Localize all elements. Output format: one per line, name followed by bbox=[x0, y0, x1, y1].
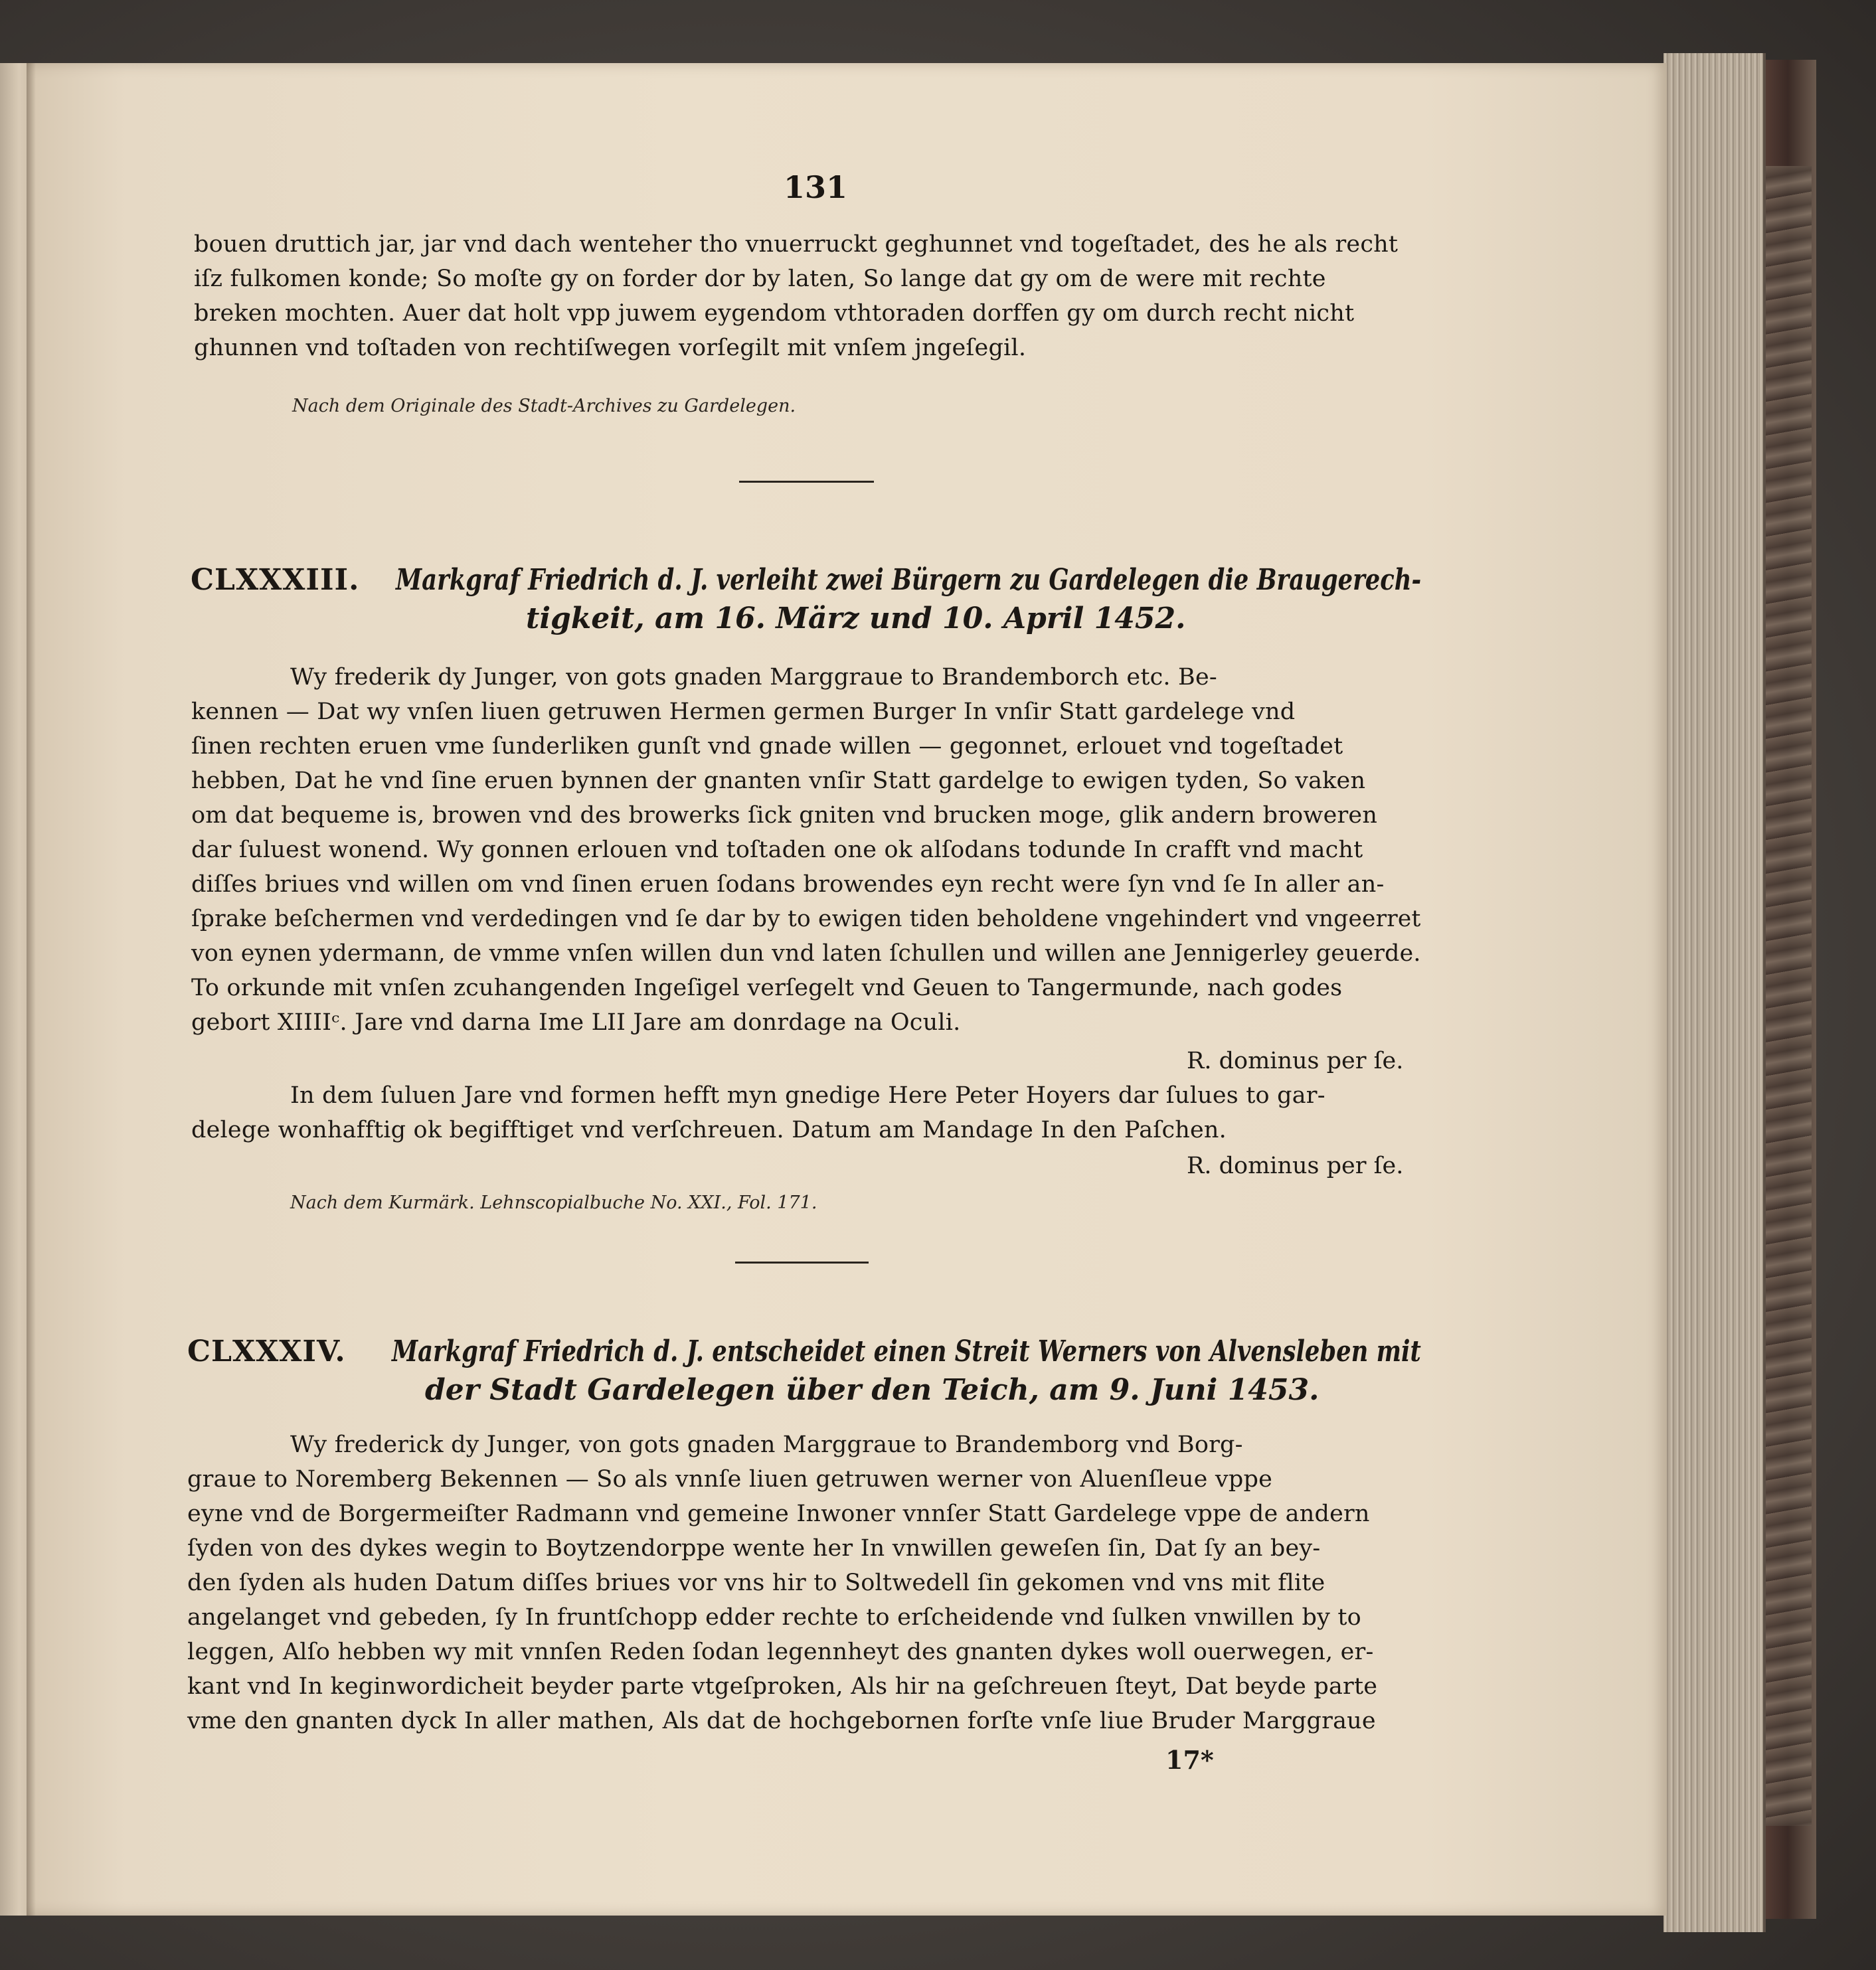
doc184-line-1: Wy frederick dy Junger, von gots gnaden Marggraue to Brandemborg vnd Borg- bbox=[290, 1432, 1243, 1458]
doc184-line-8: kant vnd In keginwordicheit beyder parte vtgeſproken, Als hir na geſchreuen ſteyt, Dat beyde parte bbox=[187, 1673, 1378, 1700]
signature-mark: 17* bbox=[1165, 1745, 1214, 1775]
doc184-line-3: eyne vnd de Borgermeiſter Radmann vnd gemeine Inwoner vnnſer Statt Gardelege vppe de andern bbox=[187, 1501, 1370, 1527]
section-divider-2 bbox=[735, 1262, 869, 1264]
page-number: 131 bbox=[784, 169, 848, 205]
doc183-line-1: Wy frederik dy Junger, von gots gnaden Marggraue to Brandemborch etc. Be- bbox=[290, 664, 1217, 691]
doc184-line-2: graue to Noremberg Bekennen — So als vnnſe liuen getruwen werner von Aluenſleue vppe bbox=[187, 1466, 1272, 1493]
document-184-title-line-1: Markgraf Friedrich d. J. entscheidet einen Streit Werners von Alvensleben mit bbox=[392, 1335, 1421, 1368]
doc184-line-6: angelanget vnd gebeden, ſy In fruntſchopp edder rechte to erſcheidende vnd ſulken vnwillen by to bbox=[187, 1604, 1361, 1631]
document-183-number: CLXXXIII. bbox=[191, 563, 360, 597]
top-line-1: bouen druttich jar, jar vnd dach wenteher tho vnuerruckt geghunnet vnd togeſtadet, des he als recht bbox=[194, 231, 1399, 258]
gutter-shadow bbox=[27, 63, 36, 1916]
document-183-title-line-2: tigkeit, am 16. März und 10. April 1452. bbox=[526, 602, 1186, 635]
doc184-line-5: den ſyden als huden Datum diſſes briues vor vns hir to Soltwedell ſin gekomen vnd vns mit flite bbox=[187, 1570, 1325, 1596]
section-divider-1 bbox=[739, 481, 874, 483]
doc183-line-3: ſinen rechten eruen vme ſunderliken gunſt vnd gnade willen — gegonnet, erlouet vnd togeſtadet bbox=[191, 733, 1343, 760]
doc183-line-10: To orkunde mit vnſen zcuhangenden Ingeſigel verſegelt vnd Geuen to Tangermunde, nach godes bbox=[191, 975, 1343, 1001]
doc183-line-2: kennen — Dat wy vnſen liuen getruwen Hermen germen Burger In vnſir Statt gardelege vnd bbox=[191, 698, 1296, 725]
doc183-line-6: dar ſuluest wonend. Wy gonnen erlouen vnd toſtaden one ok alſodans todunde In crafft vnd macht bbox=[191, 837, 1363, 863]
top-source-note: Nach dem Originale des Stadt-Archives zu Gardelegen. bbox=[292, 396, 796, 416]
doc183-line-9: von eynen ydermann, de vmme vnſen willen dun vnd laten ſchullen und willen ane Jennigerley geuerde. bbox=[191, 940, 1421, 967]
top-line-4: ghunnen vnd toſtaden von rechtiſwegen vorſegilt mit vnſem jngeſegil. bbox=[194, 335, 1027, 361]
top-line-3: breken mochten. Auer dat holt vpp juwem eygendom vthtoraden dorffen gy om durch recht nicht bbox=[194, 300, 1355, 327]
doc183-line-4: hebben, Dat he vnd ſine eruen bynnen der gnanten vnſir Statt gardelge to ewigen tyden, So vaken bbox=[191, 768, 1366, 794]
marbled-cover-pattern bbox=[1765, 166, 1812, 1826]
doc184-line-9: vme den gnanten dyck In aller mathen, Als dat de hochgebornen forſte vnſe liue Bruder Marggraue bbox=[187, 1708, 1376, 1734]
doc184-line-7: leggen, Alſo hebben wy mit vnnſen Reden ſodan legennheyt des gnanten dykes woll ouerwegen, er- bbox=[187, 1639, 1374, 1665]
document-184-title-line-2: der Stadt Gardelegen über den Teich, am 9. Juni 1453. bbox=[425, 1373, 1320, 1407]
doc183-line-5: om dat bequeme is, browen vnd des browerks ſick gniten vnd brucken moge, glik andern broweren bbox=[191, 802, 1378, 829]
doc184-line-4: ſyden von des dykes wegin to Boytzendorppe wente her In vnwillen geweſen ſin, Dat ſy an bey- bbox=[187, 1535, 1321, 1562]
doc183-line-13: delege wonhafftig ok begifftiget vnd verſchreuen. Datum am Mandage In den Paſchen. bbox=[191, 1117, 1227, 1143]
document-183-title-line-1: Markgraf Friedrich d. J. verleiht zwei Bürgern zu Gardelegen die Braugerech- bbox=[396, 563, 1422, 597]
doc183-source-note: Nach dem Kurmärk. Lehnscopialbuche No. XXI., Fol. 171. bbox=[290, 1192, 817, 1213]
document-184-number: CLXXXIV. bbox=[187, 1335, 346, 1368]
doc183-line-11: gebort XIIIIᶜ. Jare vnd darna Ime LII Jare am donrdage na Oculi. bbox=[191, 1009, 961, 1036]
doc183-line-7: diſſes briues vnd willen om vnd ſinen eruen ſodans browendes eyn recht were ſyn vnd ſe In aller an- bbox=[191, 871, 1385, 898]
doc183-signature-2: R. dominus per ſe. bbox=[1187, 1153, 1404, 1179]
doc183-line-8: ſprake beſchermen vnd verdedingen vnd ſe dar by to ewigen tiden beholdene vngehindert vnd vngeerret bbox=[191, 906, 1421, 932]
doc183-line-12: In dem ſuluen Jare vnd formen hefft myn gnedige Here Peter Hoyers dar ſulues to gar- bbox=[290, 1082, 1325, 1109]
page-fore-edge bbox=[1663, 53, 1766, 1932]
doc183-signature-1: R. dominus per ſe. bbox=[1187, 1048, 1404, 1074]
top-line-2: iſz fulkomen konde; So moſte gy on forder dor by laten, So lange dat gy om de were mit rechte bbox=[194, 266, 1326, 292]
